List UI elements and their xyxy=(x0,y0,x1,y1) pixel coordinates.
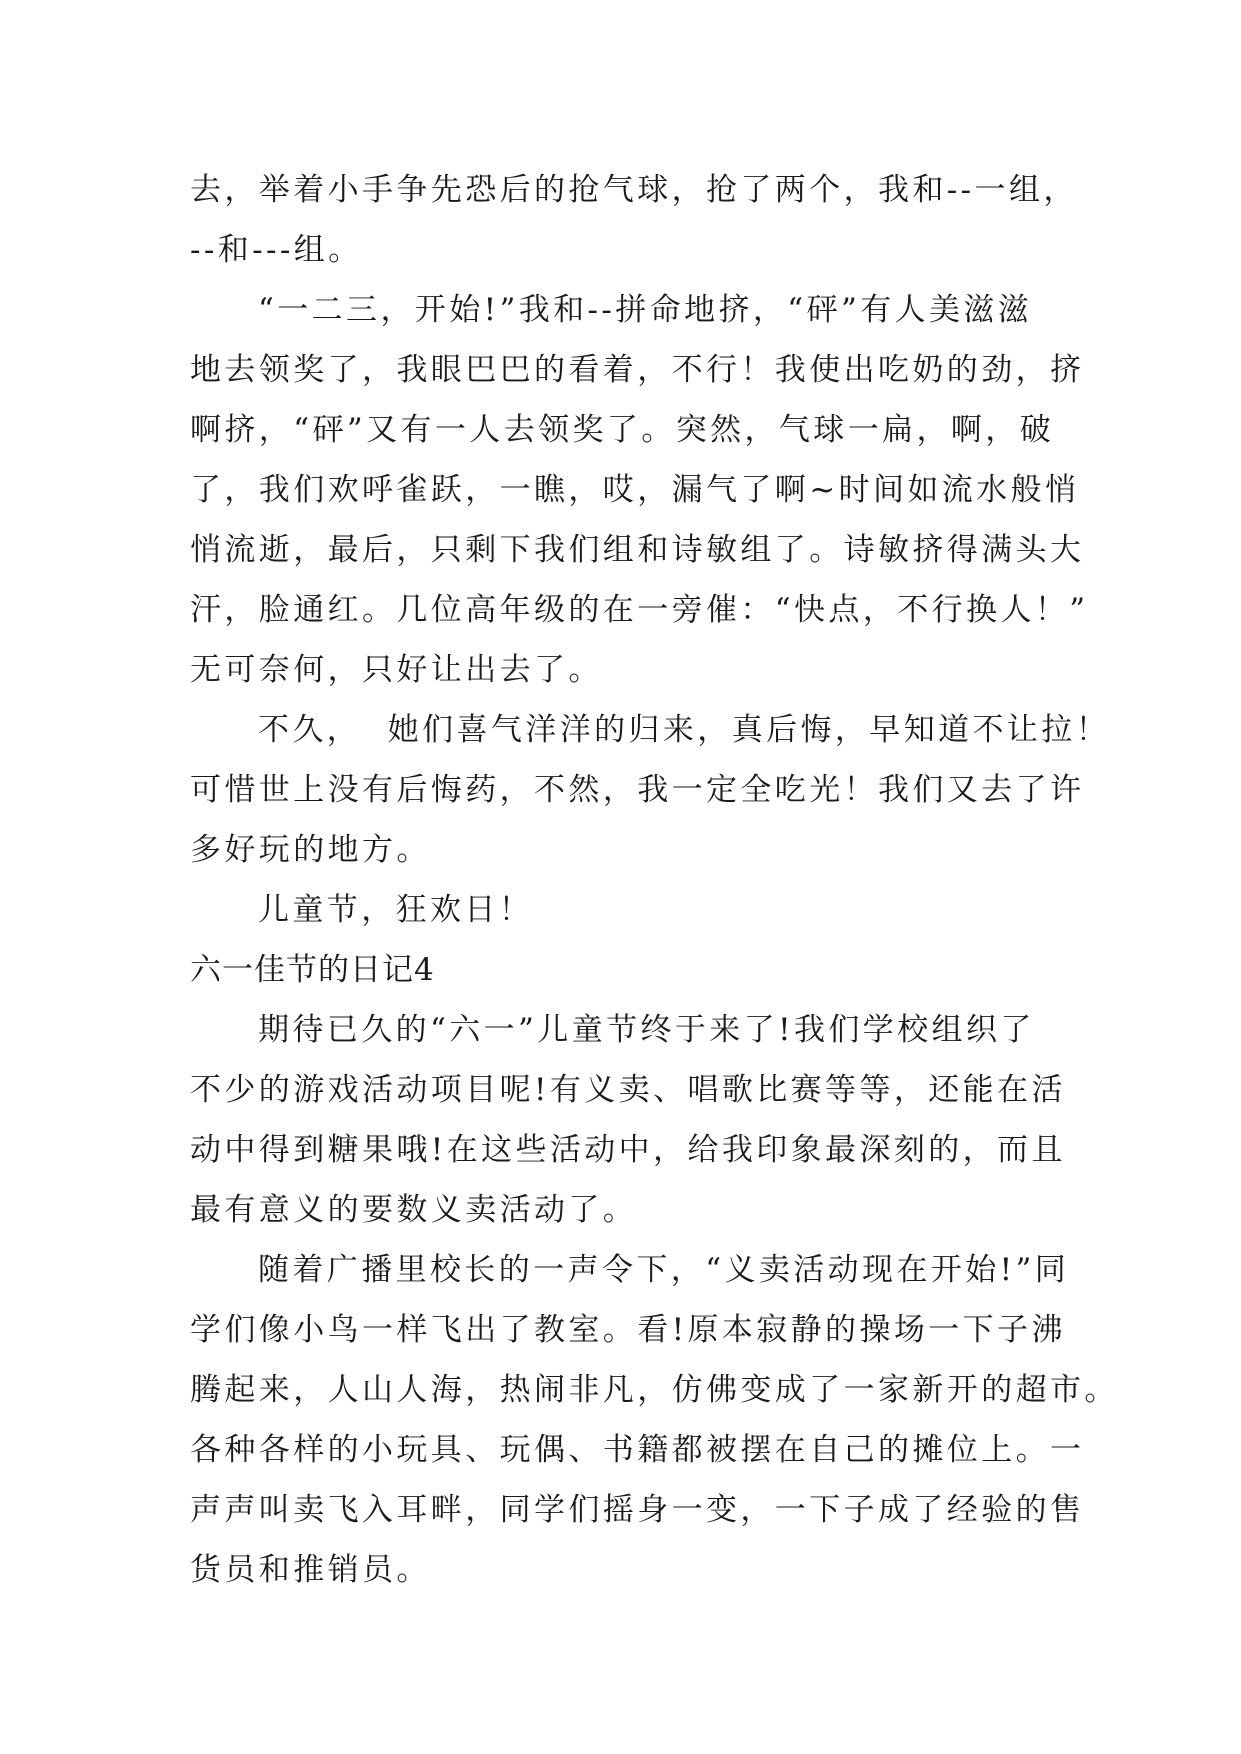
text-line: 学们像小鸟一样飞出了教室。看!原本寂静的操场一下子沸 xyxy=(190,1312,1066,1348)
paragraph-start-line: “一二三，开始!”我和--拼命地挤，“砰”有人美滋滋 xyxy=(258,292,1033,328)
text-line: 货员和推销员。 xyxy=(190,1552,431,1588)
text-line: 腾起来，人山人海，热闹非凡，仿佛变成了一家新开的超市。 xyxy=(190,1372,1119,1408)
text-line: 动中得到糖果哦!在这些活动中，给我印象最深刻的，而且 xyxy=(190,1132,1066,1168)
text-line: --和---组。 xyxy=(190,232,363,268)
text-line: 声声叫卖飞入耳畔，同学们摇身一变，一下子成了经验的售 xyxy=(190,1492,1085,1528)
text-line: 地去领奖了，我眼巴巴的看着，不行！我使出吃奶的劲，挤 xyxy=(190,352,1085,388)
paragraph-start-line: 不久， 她们喜气洋洋的归来，真后悔，早知道不让拉！ xyxy=(258,712,1111,748)
text-line: 最有意义的要数义卖活动了。 xyxy=(190,1192,638,1228)
text-line: 啊挤，“砰”又有一人去领奖了。突然，气球一扁，啊，破 xyxy=(190,412,1055,448)
text-line: 汗，脸通红。几位高年级的在一旁催：“快点，不行换人！” xyxy=(190,592,1089,628)
text-line: 了，我们欢呼雀跃，一瞧，哎，漏气了啊~时间如流水般悄 xyxy=(190,472,1080,508)
paragraph-start-line: 儿童节，狂欢日！ xyxy=(258,892,534,928)
section-heading: 六一佳节的日记4 xyxy=(190,952,435,988)
text-line: 可惜世上没有后悔药，不然，我一定全吃光！我们又去了许 xyxy=(190,772,1085,808)
document-body xyxy=(190,160,1119,1600)
text-line: 无可奈何，只好让出去了。 xyxy=(190,652,603,688)
paragraph-start-line: 期待已久的“六一”儿童节终于来了!我们学校组织了 xyxy=(258,1012,1035,1048)
paragraph-start-line: 随着广播里校长的一声令下，“义卖活动现在开始!”同 xyxy=(258,1252,1070,1288)
text-line: 多好玩的地方。 xyxy=(190,832,431,868)
text-line: 不少的游戏活动项目呢!有义卖、唱歌比赛等等，还能在活 xyxy=(190,1072,1066,1108)
text-line: 去，举着小手争先恐后的抢气球，抢了两个，我和--一组， xyxy=(190,172,1078,208)
text-line: 各种各样的小玩具、玩偶、书籍都被摆在自己的摊位上。一 xyxy=(190,1432,1085,1468)
text-line: 悄流逝，最后，只剩下我们组和诗敏组了。诗敏挤得满头大 xyxy=(190,532,1085,568)
